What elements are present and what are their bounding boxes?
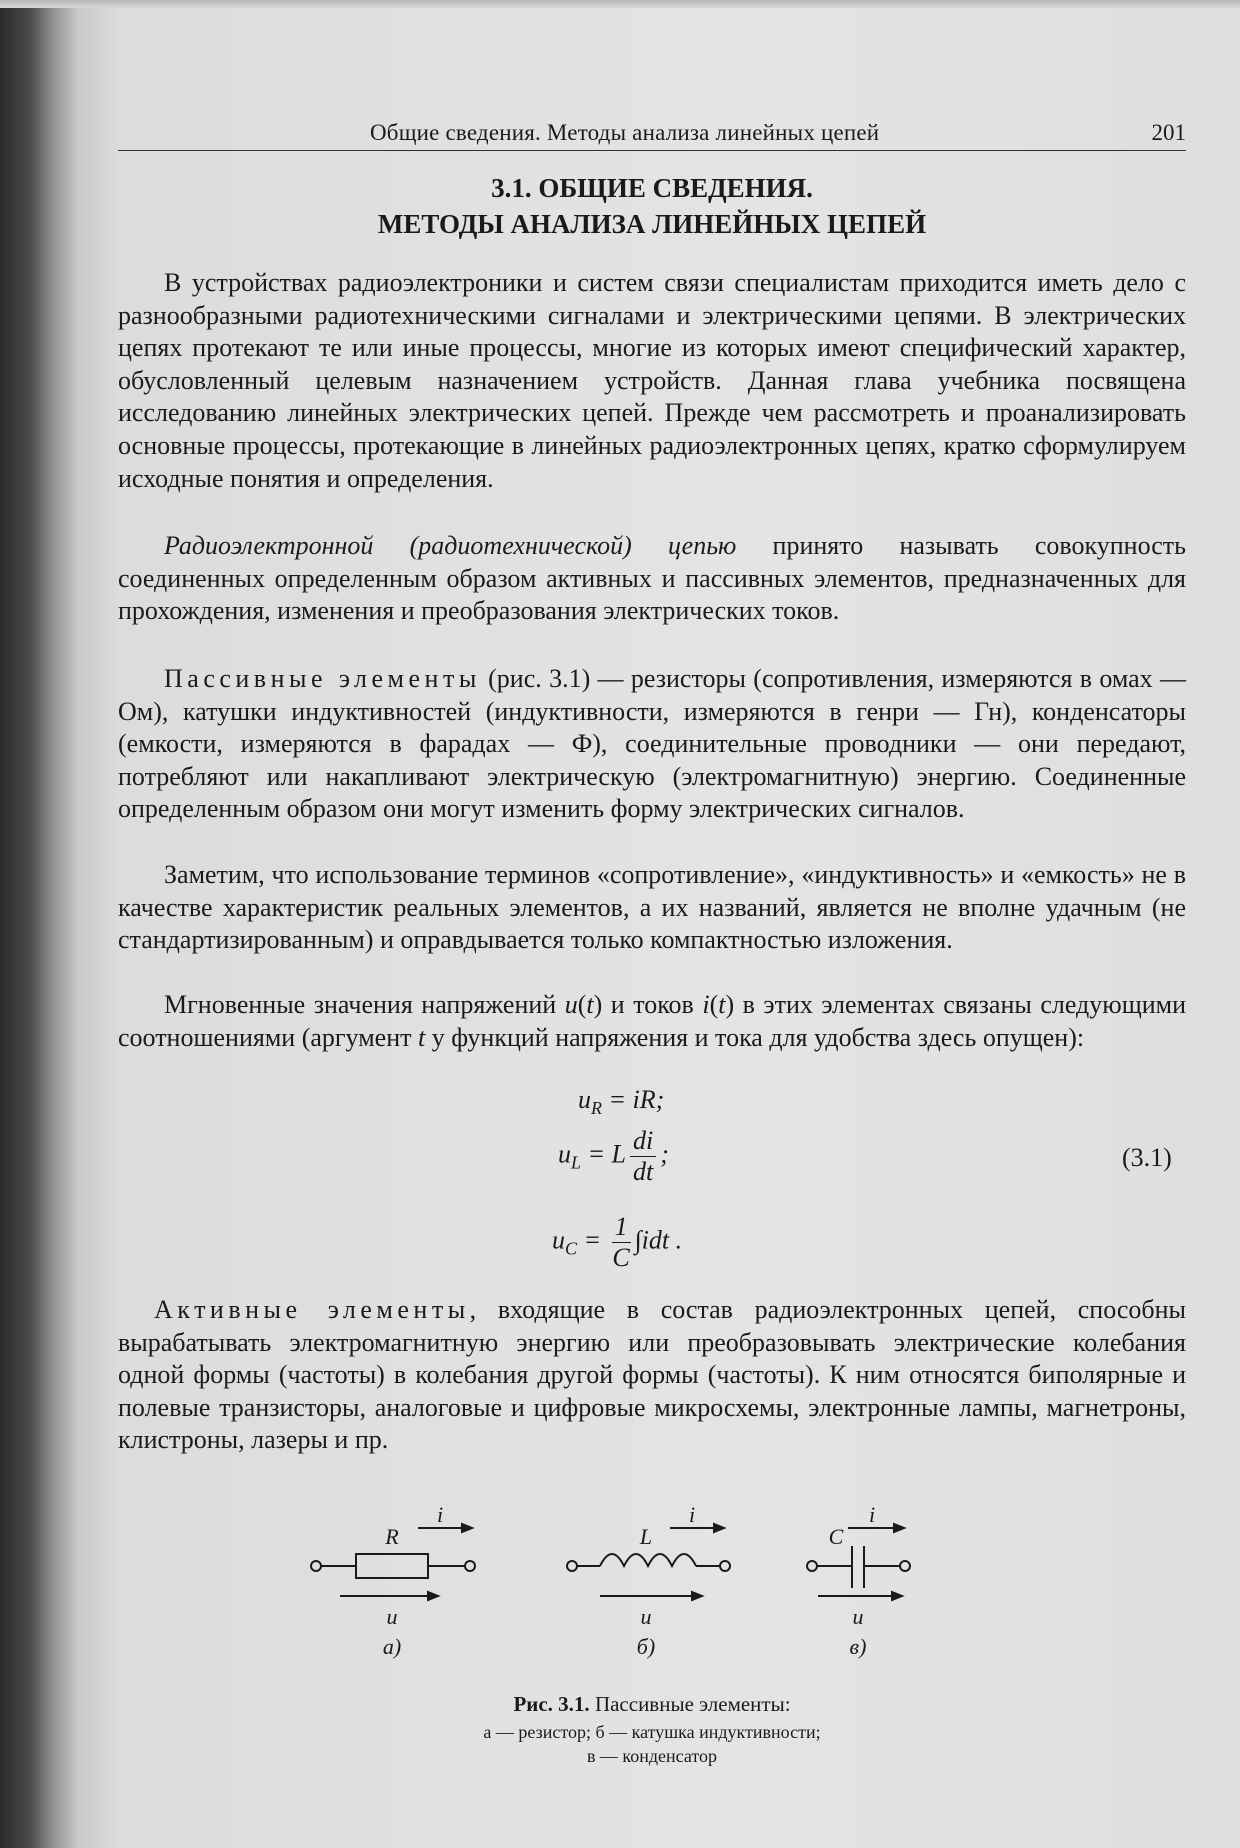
symbol-u: u [564,990,578,1019]
paragraph-circuit-definition [118,530,1186,628]
text-run: ) и токов [593,990,703,1019]
current-label-a: i [436,1502,444,1527]
eq-symbol: u [558,1139,571,1169]
paragraph-terminology-note: Заметим, что использование терминов «сопротивление», «индуктивность» и «емкость» не в качестве характеристик реальных элементов, а их названий, является не вполне удачным (не стандартизированным) и оправдывается только компактностью изложения. [118,860,1186,955]
eq-subscript: L [571,1152,582,1173]
term-active-elements: Активные элементы [154,1295,470,1324]
symbol-t: t [586,990,594,1019]
equation-resistor [578,1085,664,1119]
sublabel-a: а) [382,1634,402,1659]
fraction-numerator: 1 [612,1212,631,1243]
figure-title: Пассивные элементы: [589,1692,791,1716]
fraction-di-dt [630,1126,656,1187]
chapter-title-line2: МЕТОДЫ АНАЛИЗА ЛИНЕЙНЫХ ЦЕПЕЙ [377,209,927,239]
eq-integral: ∫idt . [634,1225,683,1255]
chapter-title [118,170,1186,242]
fraction-denominator: dt [633,1157,654,1186]
fraction-denominator: C [612,1243,630,1272]
voltage-label-c: u [852,1604,864,1629]
equation-capacitor [552,1212,682,1273]
sublabel-c: в) [849,1634,867,1659]
figure-caption-line3: в — конденсатор [586,1746,718,1766]
paragraph-passive-elements-text: (рис. 3.1) — резисторы (сопротивления, измеряются в омах — Ом), катушки индуктивностей (индуктивности, измеряются в генри — Гн), конденсаторы (емкости, измеряются в фарадах — Ф), соединительные проводники — они передают, потребляют или накапливают электрическую (электромагнитную) энергию. Соединенные определенным образом они могут изменить форму электрических сигналов. [118,664,1187,824]
current-label-b: i [688,1502,696,1527]
capacitor-symbol [807,1524,910,1600]
figure-caption-line2: а — резистор; б — катушка индуктивности; [483,1722,821,1742]
paragraph-instant-values [118,989,1186,1054]
sublabel-b: б) [636,1634,656,1659]
eq-subscript: R [591,1098,602,1118]
paragraph-circuit-definition-text: принято называть совокупность соединенных определенным образом активных и пассивных элементов, предназначенных для прохождения, изменения и преобразования электрических токов. [118,531,1186,626]
eq-operator: = [577,1225,608,1255]
equation-number: (3.1) [1122,1143,1172,1172]
figure-number: Рис. 3.1. [513,1692,590,1716]
symbol-i: i [702,990,710,1019]
eq-subscript: C [565,1238,578,1259]
eq-symbol: u [578,1085,591,1114]
voltage-label-b: u [640,1604,652,1629]
text-run: ( [709,990,719,1019]
text-run: Мгновенные значения напряжений [164,990,565,1019]
eq-symbol: u [552,1225,565,1255]
inductor-label: L [639,1524,653,1549]
scan-top-edge [0,0,1240,8]
symbol-t: t [718,990,726,1019]
eq-rhs: = iR; [602,1085,665,1114]
paragraph-active-elements-text: , входящие в состав радиоэлектронных цепей, способны вырабатывать электромагнитную энергию или преобразовывать электрические колебания одной формы (частоты) в колебания другой формы (частоты). К ним относятся биполярные и полевые транзисторы, аналоговые и цифровые микросхемы, электронные лампы, магнетроны, клистроны, лазеры и пр. [118,1295,1187,1455]
page-number: 201 [1151,120,1186,145]
term-radio-circuit: Радиоэлектронной (радиотехнической) цепью [164,531,737,560]
running-header [118,118,1186,151]
text-run: ) в этих элементах связаны следующими соотношениями (аргумент [118,990,1187,1052]
current-label-c: i [868,1502,876,1527]
figure-caption-title [118,1692,1186,1717]
eq-operator: = L [581,1139,627,1169]
paragraph-intro: В устройствах радиоэлектроники и систем связи специалистам приходится иметь дело с разнообразными радиотехническими сигналами и электрическими цепями. В электрических цепях протекают те или иные процессы, многие из которых имеют специфический характер, обусловленный целевым назначением устройств. Данная глава учебника посвящена исследованию линейных электрических цепей. Прежде чем рассмотреть и проанализировать основные процессы, протекающие в линейных радиоэлектронных цепях, кратко сформулируем исходные понятия и определения. [118,268,1186,493]
equation-inductor [558,1126,669,1187]
figure-passive-elements [300,1500,1000,1680]
resistor-label: R [385,1524,399,1549]
fraction-numerator: di [630,1126,656,1157]
voltage-label-a: u [386,1604,398,1629]
capacitor-label: C [828,1524,844,1549]
paragraph-passive-elements [118,663,1186,826]
eq-punct: ; [660,1139,669,1169]
fraction-1-C [612,1212,631,1273]
running-title: Общие сведения. Методы анализа линейных цепей [370,120,880,145]
symbol-t: t [417,1022,426,1052]
term-passive-elements: Пассивные элементы [164,664,481,693]
text-run: ( [577,990,587,1019]
chapter-title-line1: 3.1. ОБЩИЕ СВЕДЕНИЯ. [491,173,813,203]
paragraph-active-elements [118,1294,1186,1457]
text-run: у функций напряжения и тока для удобства здесь опущен): [425,1022,1085,1052]
